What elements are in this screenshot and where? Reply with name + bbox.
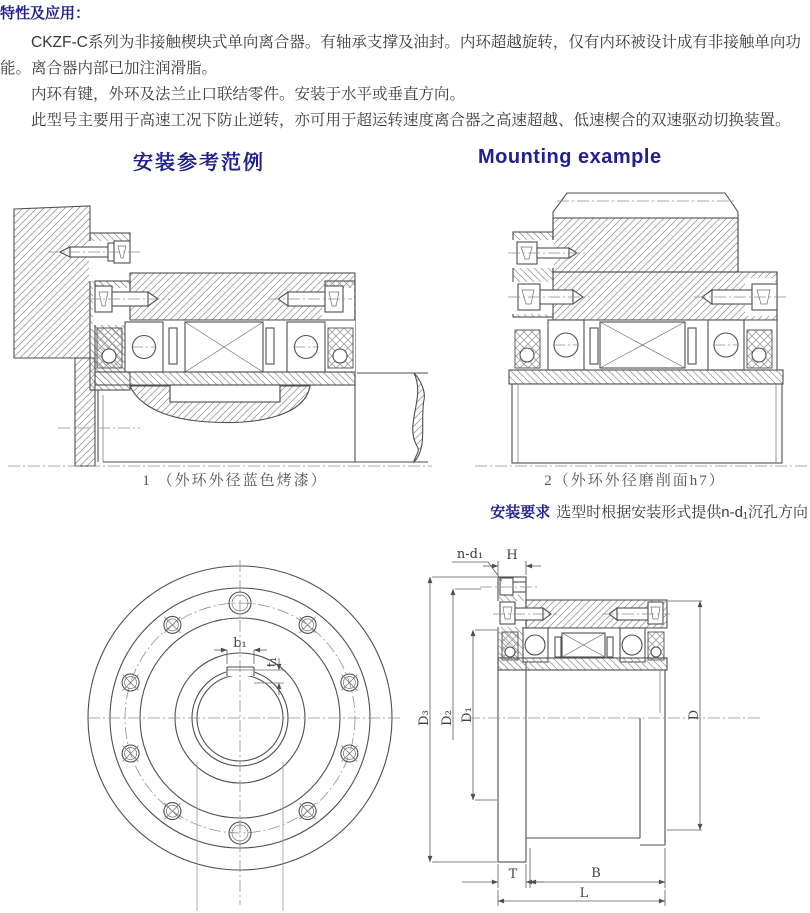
bolt-hole-small — [299, 616, 316, 633]
front-view-drawing — [60, 555, 430, 913]
dimension-n-d1 — [452, 547, 502, 581]
dimension-label-B: B — [591, 866, 601, 881]
intro-paragraph-2: 内环有键，外环及法兰止口联结零件。安装于水平或垂直方向。 — [31, 86, 466, 103]
bolt-hole-small — [341, 745, 358, 762]
driven-block-section — [553, 193, 738, 272]
bearing-ball-right — [622, 635, 642, 655]
bearing-ball-left — [525, 635, 545, 655]
dimension-label-D2: D₂ — [440, 710, 455, 726]
section-view-drawing — [415, 540, 810, 913]
retainer-clip-left — [590, 328, 598, 364]
section-heading-en: Mounting example — [478, 146, 662, 168]
dimension-b1 — [214, 636, 267, 664]
bearing-row — [515, 320, 772, 370]
dimension-L — [498, 886, 665, 906]
dimension-D3 — [417, 577, 497, 862]
hub-cylinder — [512, 384, 782, 463]
figure1-caption: 1 （外环外径蓝色烤漆） — [142, 473, 328, 489]
features-and-applications — [0, 2, 810, 134]
retainer-clip-right — [607, 637, 613, 657]
bolt-hole-small — [164, 616, 181, 633]
page-title: 特性及应用： — [0, 5, 91, 22]
dimension-B — [530, 848, 665, 888]
bolt-hole-small — [164, 803, 181, 820]
intro-paragraph-3: 此型号主要用于高速工况下防止逆转，亦可用于超运转速度离合器之高速超越、低速楔合的双速驱动切换装置。 — [31, 112, 791, 129]
bolt-hole-small — [122, 745, 139, 762]
hub-lower-outline — [526, 670, 665, 845]
seal-ring-right — [651, 647, 661, 657]
dimension-D — [667, 601, 702, 830]
shaft-break-symbol — [413, 373, 425, 462]
retainer-clip-right — [266, 328, 274, 364]
key-block — [170, 385, 280, 402]
bolt-hole-small — [299, 803, 316, 820]
dimension-T — [462, 864, 544, 888]
inner-ring-sleeve — [95, 372, 355, 423]
seal-ring-right — [752, 348, 766, 362]
seal-ring-right — [333, 349, 347, 363]
dimension-label-L: L — [579, 886, 589, 901]
mounting-example-1-drawing — [0, 185, 440, 485]
retainer-clip-left — [169, 328, 177, 364]
seal-ring-left — [505, 647, 515, 657]
intro-paragraph-1: CKZF-C系列为非接触楔块式单向离合器。有轴承支撑及油封。内环超越旋转，仅有内环被设计成有非接触单向功能。离合器内部已加注润滑脂。 — [0, 34, 801, 77]
machine-wall-section — [14, 206, 95, 466]
dimension-label-H: H — [506, 548, 518, 563]
inner-ring-sleeve — [498, 658, 667, 670]
dimension-label-T: T — [508, 867, 518, 882]
bearing-row — [97, 322, 353, 372]
seal-ring-left — [520, 348, 534, 362]
section-heading-cn: 安装参考范例 — [133, 152, 265, 174]
dimension-H — [483, 548, 541, 575]
installation-note-label: 安装要求 — [490, 504, 551, 521]
dimension-label-D1: D₁ — [460, 707, 475, 723]
bolt-hole-small — [341, 674, 358, 691]
inner-ring-sleeve — [509, 370, 783, 384]
bearing-row — [502, 628, 664, 662]
dimension-label-n-d1: n-d₁ — [456, 547, 484, 562]
retainer-clip-right — [688, 328, 696, 364]
installation-note — [400, 501, 808, 522]
installation-note-text: 选型时根据安装形式提供n-d₁沉孔方向 — [556, 504, 808, 521]
dimension-label-b1: b₁ — [233, 636, 247, 651]
figure2-caption: 2（外环外径磨削面h7） — [544, 473, 726, 489]
dimension-label-D3: D₃ — [417, 710, 432, 726]
mounting-example-2-drawing — [460, 185, 810, 485]
seal-ring-left — [102, 349, 116, 363]
retainer-clip-left — [555, 637, 561, 657]
dimension-label-t1: t₁ — [265, 656, 280, 668]
dimension-D1 — [460, 630, 497, 800]
dimension-label-D: D — [687, 709, 702, 721]
bolt-hole-small — [122, 674, 139, 691]
